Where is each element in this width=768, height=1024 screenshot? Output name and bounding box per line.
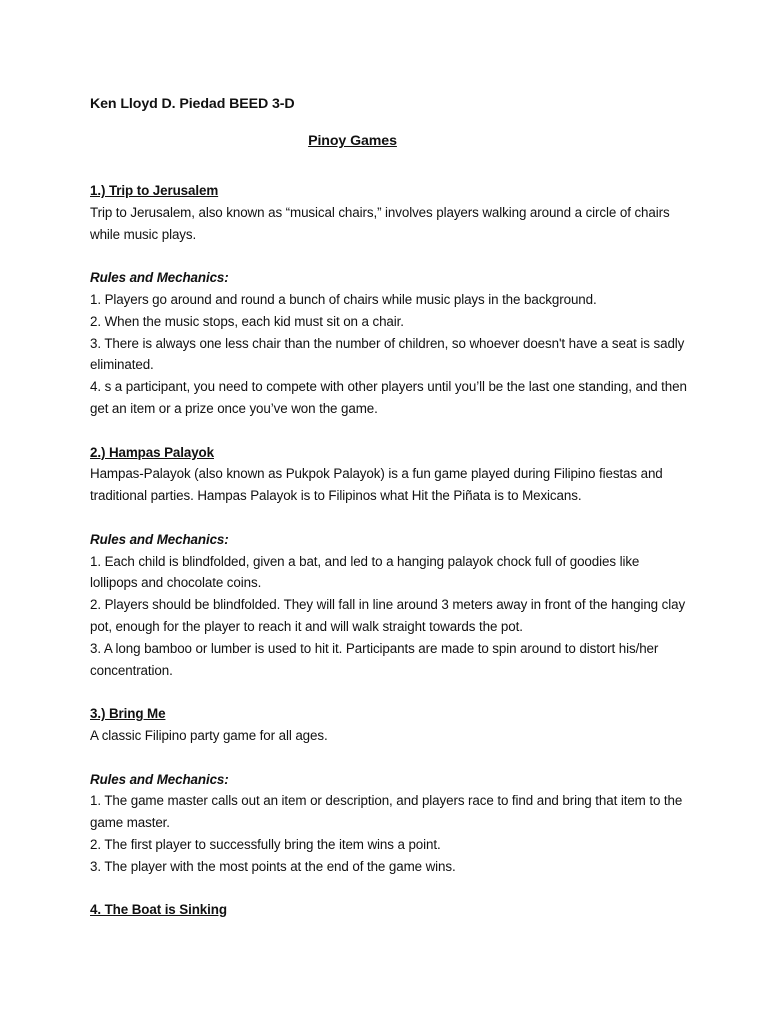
author-line: Ken Lloyd D. Piedad BEED 3-D [90, 96, 295, 112]
rule-item: 2. Players should be blindfolded. They will fall in line around 3 meters away in front of the hanging clay pot, enough for the player to reach it and will walk straight towards the pot. [90, 597, 686, 634]
rules-title: Rules and Mechanics: [90, 531, 229, 547]
rule-item: 2. When the music stops, each kid must sit on a chair. [90, 313, 404, 329]
rule-item: 3. The player with the most points at the end of the game wins. [90, 858, 456, 874]
section-boat-is-sinking [90, 899, 690, 921]
page-title: Pinoy Games [308, 133, 397, 149]
section-bring-me [90, 703, 690, 877]
rules-title: Rules and Mechanics: [90, 270, 229, 286]
document-body [90, 92, 690, 921]
rule-item: 3. A long bamboo or lumber is used to hit it. Participants are made to spin around to distort his/her concentration. [90, 640, 659, 678]
rule-item: 2. The first player to successfully bring the item wins a point. [90, 836, 441, 852]
rule-item: 1. The game master calls out an item or description, and players race to find and bring that item to the game master. [90, 793, 683, 831]
rule-item: 4. s a participant, you need to compete with other players until you’ll be the last one standing, and then get an item or a prize once you’ve won the game. [90, 379, 687, 416]
section-heading: 2.) Hampas Palayok [90, 444, 214, 460]
section-trip-to-jerusalem [90, 180, 690, 420]
rules-title: Rules and Mechanics: [90, 771, 229, 787]
section-intro: Hampas-Palayok (also known as Pukpok Palayok) is a fun game played during Filipino fiestas and traditional parties. Hampas Palayok is to Filipinos what Hit the Piñata is to Mexicans. [90, 466, 663, 504]
section-intro: Trip to Jerusalem, also known as “musical chairs,” involves players walking around a circle of chairs while music plays. [90, 204, 670, 242]
rule-item: 1. Each child is blindfolded, given a bat, and led to a hanging palayok chock full of goodies like lollipops and chocolate coins. [90, 553, 640, 591]
section-heading: 1.) Trip to Jerusalem [90, 183, 219, 198]
rule-item: 1. Players go around and round a bunch of chairs while music plays in the background. [90, 291, 597, 307]
section-heading: 4. The Boat is Sinking [90, 902, 227, 918]
section-heading: 3.) Bring Me [90, 706, 166, 722]
section-hampas-palayok [90, 442, 690, 682]
rule-item: 3. There is always one less chair than the number of children, so whoever doesn't have a seat is sadly eliminated. [90, 335, 685, 373]
section-intro: A classic Filipino party game for all ages. [90, 727, 328, 743]
